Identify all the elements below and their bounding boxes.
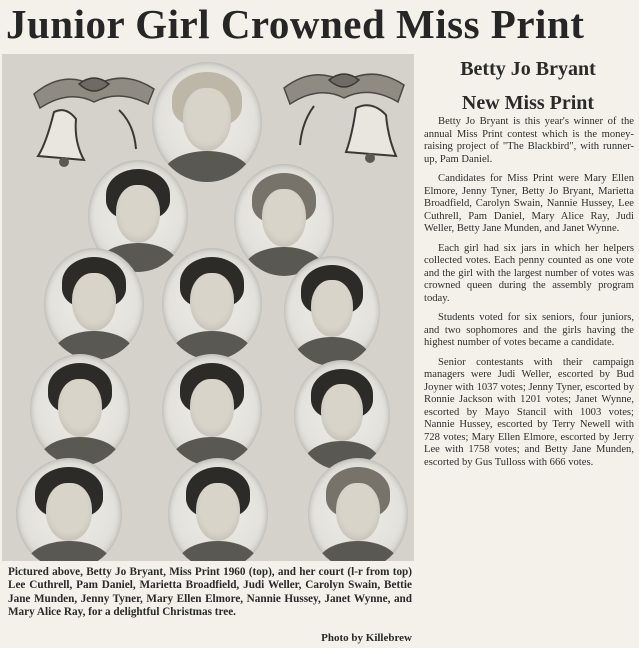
article-paragraph: Each girl had six jars in which her helpers collected votes. Each penny counted as one vote and the girl with the largest number of votes was crowned queen during the assembly program today. — [424, 242, 634, 304]
article-paragraph: Candidates for Miss Print were Mary Ellen Elmore, Jenny Tyner, Betty Jo Bryant, Marietta Broadfield, Carolyn Swain, Nannie Hussey, Lee Cuthrell, Pam Daniel, Mary Alice Ray, Judi Weller, Betty Jane Munden, and Janet Wynne. — [424, 173, 634, 234]
portrait — [294, 360, 390, 470]
photo-caption: Pictured above, Betty Jo Bryant, Miss Print 1960 (top), and her court (l-r from top) Lee Cuthrell, Pam Daniel, Marietta Broadfield, Judi Weller, Carolyn Swain, Bettie Jane Munden, Jenny Tyner, Mary Ellen Elmore, Nannie Hussey, Janet Wynne, and Mary Alice Ray, for a delightful Christmas tree. — [8, 566, 412, 619]
subhead-line-1: Betty Jo Bryant — [460, 58, 596, 80]
headline: Junior Girl Crowned Miss Print — [6, 1, 585, 47]
portrait — [16, 458, 122, 561]
portrait — [284, 256, 380, 366]
article-paragraph: Betty Jo Bryant is this year's winner of the annual Miss Print contest which is the money-raising project of "The Blackbird", with runner-up, Pam Daniel. — [424, 116, 634, 165]
portrait-queen — [152, 62, 262, 182]
article-paragraph: Senior contestants with their campaign managers were Judi Weller, escorted by Bud Joyner with 1037 votes; Jenny Tyner, escorted by Ronnie Jackson with 1201 votes; Janet Wynne, escorted by Mayo Stancil with 1003 votes; Nannie Hussey, escorted by Terry Newell with 728 votes; Mary Ellen Elmore, escorted by Jerry Lee with 1758 votes; and Betty Jane Munden, escorted by Gus Tulloss with 666 votes. — [424, 356, 634, 468]
portrait — [168, 458, 268, 561]
portrait — [44, 248, 144, 360]
christmas-bell-icon — [24, 64, 164, 174]
christmas-bell-icon — [274, 60, 414, 170]
photo-credit: Photo by Killebrew — [321, 632, 412, 644]
subhead-line-2: New Miss Print — [461, 92, 595, 114]
article-paragraph: Students voted for six seniors, four juniors, and two sophomores and the girls having the highest number of votes became a candidate. — [424, 312, 634, 348]
portrait — [162, 248, 262, 360]
portrait — [308, 458, 408, 561]
portrait — [30, 354, 130, 466]
article-body — [424, 116, 634, 476]
article-subhead — [420, 52, 636, 120]
christmas-tree-photo — [2, 54, 414, 561]
portrait — [162, 354, 262, 466]
